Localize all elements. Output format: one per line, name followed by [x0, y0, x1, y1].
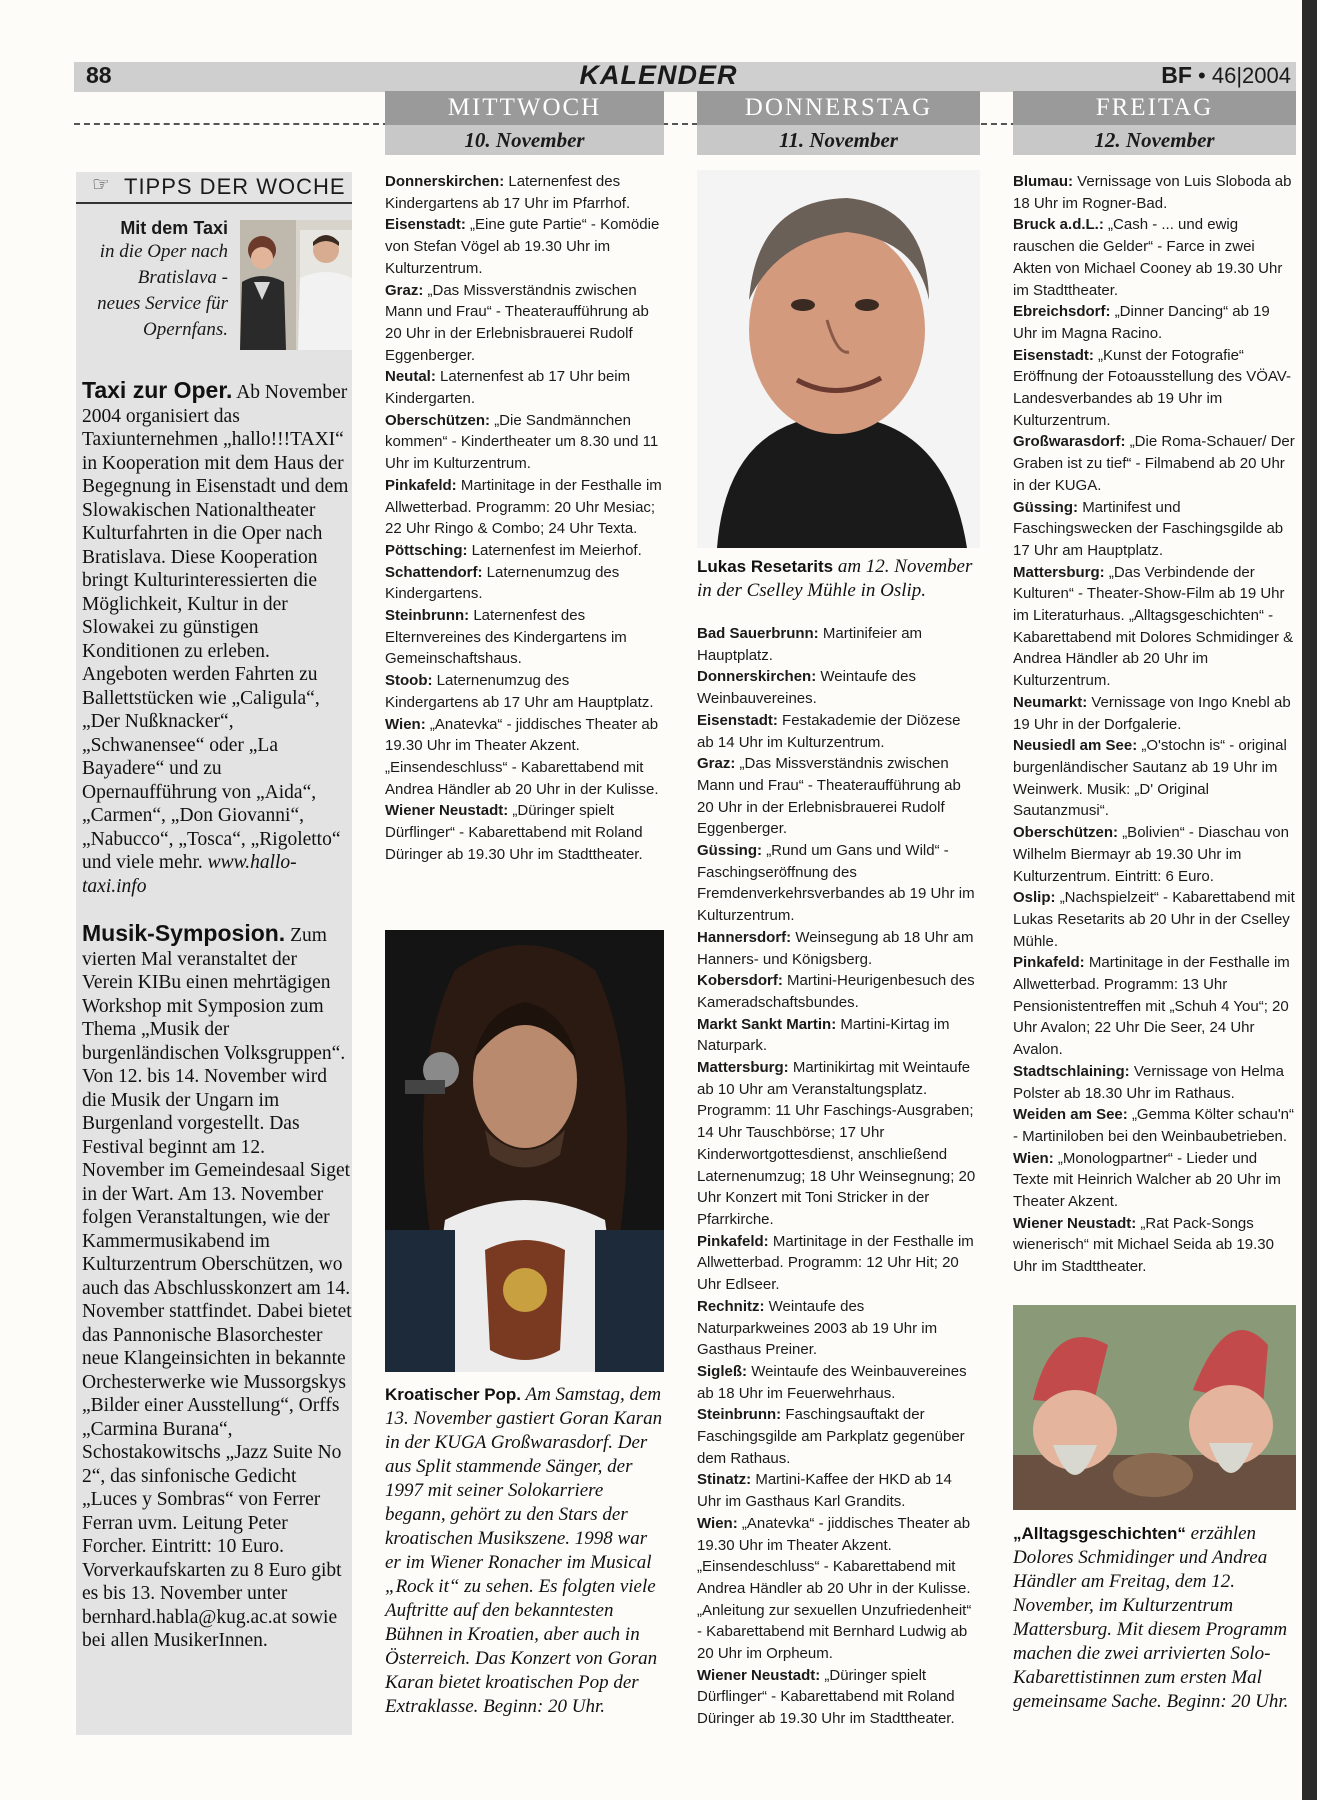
- section-title: KALENDER: [579, 60, 738, 90]
- event-text: Festakademie der Diözese ab 14 Uhr im Kulturzentrum.: [697, 711, 961, 751]
- caption-alltagsgeschichten: [1013, 1522, 1296, 1714]
- event-text: „Das Missverständnis zwischen Mann und Frau“ - Theateraufführung ab 20 Uhr in der Erlebnisbrauerei Rudolf Eggenberger.: [697, 755, 961, 838]
- event-entry: [1013, 214, 1296, 301]
- day-date: 12. November: [1013, 125, 1296, 155]
- event-text: Martinifest und Faschingswecken der Faschingsgilde ab 17 Uhr am Hauptplatz.: [1013, 498, 1284, 559]
- article-symposion-head: Musik-Symposion.: [82, 920, 286, 946]
- event-place: Graz:: [697, 755, 736, 773]
- event-text: „Eine gute Partie“ - Komödie von Stefan Vögel ab 19.30 Uhr im Kulturzentrum.: [385, 216, 660, 277]
- event-entry: [385, 670, 664, 713]
- event-place: Eisenstadt:: [385, 216, 466, 234]
- issue: • 46|2004: [1198, 63, 1291, 88]
- day-header-freitag: [1013, 91, 1296, 155]
- event-place: Pinkafeld:: [385, 476, 457, 494]
- event-place: Pinkafeld:: [1013, 954, 1085, 972]
- event-entry: [385, 714, 664, 801]
- event-entry: [697, 1361, 980, 1404]
- event-text: Martinitage in der Festhalle im Allwetterbad. Programm: 20 Uhr Mesiac; 22 Uhr Ringo & Combo; 24 Uhr Texta.: [385, 476, 662, 538]
- event-text: „Kunst der Fotografie“ Eröffnung der Fotoausstellung des VÖAV-Landesverbandes ab 19 Uhr im Kulturzentrum.: [1013, 346, 1291, 429]
- caption-alltag-text: erzählen Dolores Schmidinger und Andrea Händler am Freitag, dem 12. November, im Kulturzentrum Mattersburg. Mit diesem Programm machen die zwei arrivierten Solo-Kabarettistinnen zum ersten Mal gemeinsame Sache. Beginn: 20 Uhr.: [1013, 1523, 1289, 1712]
- event-place: Neutal:: [385, 368, 436, 386]
- event-text: Martinitage in der Festhalle im Allwetterbad. Programm: 12 Uhr Hit; 20 Uhr Edlseer.: [697, 1232, 974, 1294]
- event-entry: [697, 1665, 980, 1730]
- event-entry: [697, 1469, 980, 1512]
- event-entry: [1013, 431, 1296, 496]
- article-taxi-head: Taxi zur Oper.: [82, 377, 233, 403]
- page-edge: [1302, 0, 1317, 1800]
- event-place: Markt Sankt Martin:: [697, 1015, 837, 1033]
- taxi-photo: [240, 220, 352, 350]
- article-taxi-body: Ab November 2004 organisiert das Taxiunternehmen „hallo!!!TAXI“ in Kooperation mit dem Haus der Begegnung in Eisenstadt und dem Slowakischen Nationaltheater Kulturfahrten in die Oper nach Bratislava. Diese Kooperation bringt Kulturinteressierten die Möglichkeit, Kultur in der Slowakei zu günstigen Konditionen zu erleben. Angeboten werden Fahrten zu Ballettstücken wie „Caligula“, „Der Nußknacker“, „Schwanensee“ oder „La Bayadere“ und zu Opernaufführung von „Aida“, „Carmen“, „Don Giovanni“, „Nabucco“, „Tosca“, „Rigoletto“ und viele mehr.: [82, 382, 349, 873]
- event-place: Hannersdorf:: [697, 928, 792, 946]
- event-entry: [1013, 345, 1296, 432]
- event-place: Bad Sauerbrunn:: [697, 625, 819, 642]
- event-text: „Das Missverständnis zwischen Mann und Frau“ - Theateraufführung ab 20 Uhr in der Erlebnisbrauerei Rudolf Eggenberger.: [385, 281, 649, 364]
- event-text: Martinitage in der Festhalle im Allwetterbad. Programm: 13 Uhr Pensionistentreffen mit „Schuh 4 You“; 20 Uhr Avalon; 22 Uhr Die Seer, 24 Uhr Avalon.: [1013, 954, 1290, 1059]
- event-entry: [1013, 822, 1296, 887]
- event-text: Vernissage von Luis Sloboda ab 18 Uhr im Rogner-Bad.: [1013, 173, 1292, 212]
- event-place: Kobersdorf:: [697, 972, 783, 990]
- event-place: Großwarasdorf:: [1013, 433, 1126, 451]
- caption-alltag-bold: „Alltagsgeschichten“: [1013, 1524, 1186, 1543]
- event-place: Donnerskirchen:: [385, 173, 505, 190]
- event-text: Laternenfest des Kindergartens ab 17 Uhr im Pfarrhof.: [385, 173, 631, 212]
- event-text: „Anatevka“ - jiddisches Theater ab 19.30 Uhr im Theater Akzent. „Einsendeschluss“ - Kabarettabend mit Andrea Händler ab 20 Uhr in der Kulisse.: [385, 715, 659, 798]
- article-symposion-body: Zum vierten Mal veranstaltet der Verein KIBu einen mehrtägigen Workshop mit Symposion zum Thema „Musik der burgenländischen Volksgruppen“. Von 12. bis 14. November wird die Musik der Ungarn im Burgenland vorgestellt. Das Festival beginnt am 12. November im Gemeindesaal Siget in der Wart. Am 13. November folgen Veranstaltungen, wie der Kammermusikabend im Kulturzentrum Oberschützen, wo auch das Abschlusskonzert am 14. November stattfindet. Dabei bietet das Pannonische Blasorchester neue Klangeinsichten in bekannte Orchesterwerke wie Mussorgskys „Bilder einer Ausstellung“, Orffs „Carmina Burana“, Schostakowitschs „Jazz Suite No 2“, das sinfonische Gedicht „Luces y Sombras“ von Ferrer Ferran uvm. Leitung Peter Forcher. Eintritt: 10 Euro. Vorverkaufskarten zu 8 Euro gibt es bis 13. November unter bernhard.habla@kug.ac.at sowie bei allen MusikerInnen.: [82, 925, 352, 1651]
- pointing-hand-icon: ☞: [92, 172, 110, 196]
- event-place: Graz:: [385, 281, 424, 299]
- event-text: „Düringer spielt Dürflinger“ - Kabarettabend mit Roland Düringer ab 19.30 Uhr im Stadttheater.: [697, 1666, 955, 1728]
- caption-pop-text: Am Samstag, dem 13. November gastiert Goran Karan in der KUGA Großwarasdorf. Der aus Split stammende Sänger, der 1997 mit seiner Solokarriere begann, gehört zu den Stars der kroatischen Musikszene. 1998 war er im Wiener Ronacher im Musical „Rock it“ zu sehen. Es folgten viele Auftritte auf den bekanntesten Bühnen in Kroatien, aber auch in Österreich. Das Konzert von Goran Karan bietet kroatischen Pop der Extraklasse. Beginn: 20 Uhr.: [385, 1384, 663, 1717]
- event-entry: [385, 366, 664, 409]
- event-place: Schattendorf:: [385, 563, 483, 581]
- event-text: Martinikirtag mit Weintaufe ab 10 Uhr am Veranstaltungsplatz. Programm: 11 Uhr Faschings-Ausgraben; 14 Uhr Tauschbörse; 17 Uhr Kinderwortgottesdienst, anschließend Laternenumzug; 18 Uhr Weinsegnung; 20 Uhr Konzert mit Toni Stricker in der Pfarrkirche.: [697, 1059, 976, 1228]
- event-place: Wiener Neustadt:: [1013, 1214, 1137, 1232]
- event-place: Wiener Neustadt:: [697, 1666, 821, 1684]
- event-place: Neusiedl am See:: [1013, 737, 1138, 755]
- article-taxi-link[interactable]: www.hallo-taxi.info: [82, 852, 297, 897]
- masthead: [1161, 62, 1291, 89]
- event-place: Donnerskirchen:: [697, 668, 817, 686]
- event-text: Laternenumzug des Kindergartens.: [385, 563, 620, 603]
- event-text: Laternenfest ab 17 Uhr beim Kindergarten.: [385, 368, 631, 408]
- event-entry: [697, 1513, 980, 1665]
- event-text: Vernissage von Ingo Knebl ab 19 Uhr in der Dorfgalerie.: [1013, 693, 1291, 733]
- page-number: 88: [86, 62, 112, 88]
- donnerstag-listings: [697, 623, 980, 1730]
- event-text: Vernissage von Helma Polster ab 18.30 Uhr im Rathaus.: [1013, 1062, 1284, 1102]
- taxi-caption-text: in die Oper nach Bratislava - neues Service für Opernfans.: [97, 241, 228, 340]
- event-place: Mattersburg:: [697, 1059, 789, 1077]
- alltagsgeschichten-photo: [1013, 1305, 1296, 1510]
- event-text: Faschingsauftakt der Faschingsgilde am Parkplatz gegenüber dem Rathaus.: [697, 1406, 965, 1467]
- event-place: Weiden am See:: [1013, 1106, 1128, 1124]
- event-place: Oberschützen:: [385, 411, 491, 429]
- event-place: Stinatz:: [697, 1471, 752, 1489]
- event-entry: [385, 562, 664, 605]
- event-place: Oberschützen:: [1013, 824, 1119, 842]
- event-entry: [697, 970, 980, 1013]
- day-date: 11. November: [697, 125, 980, 155]
- event-text: Martini-Kaffee der HKD ab 14 Uhr im Gasthaus Karl Grandits.: [697, 1471, 952, 1511]
- event-place: Sigleß:: [697, 1362, 748, 1380]
- event-place: Steinbrunn:: [385, 607, 470, 625]
- day-header-mittwoch: [385, 91, 664, 155]
- event-entry: [385, 605, 664, 670]
- tipps-title: TIPPS DER WOCHE: [124, 174, 346, 199]
- event-text: Weintaufe des Weinbauvereines.: [697, 668, 916, 708]
- event-text: „Die Roma-Schauer/ Der Graben ist zu tief“ - Filmabend ab 20 Uhr in der KUGA.: [1013, 433, 1295, 494]
- event-place: Güssing:: [697, 842, 763, 860]
- event-text: „Cash - ... und ewig rauschen die Gelder“ - Farce in zwei Akten von Michael Cooney ab 19.30 Uhr im Stadttheater.: [1013, 216, 1283, 299]
- event-entry: [385, 280, 664, 367]
- event-place: Wien:: [385, 715, 426, 733]
- event-place: Wien:: [1013, 1149, 1054, 1167]
- event-place: Stoob:: [385, 672, 433, 690]
- day-header-donnerstag: [697, 91, 980, 155]
- event-entry: [697, 1057, 980, 1231]
- event-entry: [1013, 735, 1296, 822]
- event-place: Eisenstadt:: [697, 711, 778, 729]
- event-entry: [1013, 1061, 1296, 1104]
- event-place: Bruck a.d.L.:: [1013, 216, 1104, 234]
- event-place: Güssing:: [1013, 498, 1079, 516]
- event-place: Mattersburg:: [1013, 563, 1105, 581]
- caption-resetarits-text: am 12. November in der Cselley Mühle in Oslip.: [697, 556, 973, 601]
- event-entry: [385, 410, 664, 475]
- event-text: „Die Sandmännchen kommen“ - Kindertheater um 8.30 und 11 Uhr im Kulturzentrum.: [385, 411, 659, 473]
- event-entry: [697, 927, 980, 970]
- event-entry: [1013, 497, 1296, 562]
- event-text: Weintaufe des Weinbauvereines ab 18 Uhr im Feuerwehrhaus.: [697, 1362, 967, 1402]
- event-entry: [697, 666, 980, 709]
- event-text: „Monologpartner“ - Lieder und Texte mit Heinrich Walcher ab 20 Uhr im Theater Akzent.: [1013, 1149, 1281, 1211]
- day-name: MITTWOCH: [447, 94, 602, 121]
- event-entry: [697, 623, 980, 666]
- event-text: Weinsegung ab 18 Uhr am Hanners- und Königsberg.: [697, 928, 974, 968]
- event-entry: [1013, 1213, 1296, 1278]
- event-text: „Nachspielzeit“ - Kabarettabend mit Lukas Resetarits ab 20 Uhr in der Cselley Mühle.: [1013, 889, 1295, 950]
- event-place: Wien:: [697, 1514, 738, 1532]
- event-entry: [697, 1296, 980, 1361]
- event-entry: [697, 1404, 980, 1469]
- taxi-caption-bold: Mit dem Taxi: [120, 218, 228, 238]
- event-text: Laternenfest im Meierhof.: [471, 541, 642, 559]
- event-entry: [1013, 1148, 1296, 1213]
- event-place: Wiener Neustadt:: [385, 802, 509, 820]
- event-place: Pöttsching:: [385, 541, 468, 559]
- freitag-listings: [1013, 171, 1296, 1278]
- taxi-photo-caption: [90, 218, 228, 343]
- event-text: „Rat Pack-Songs wienerisch“ mit Michael Seida ab 19.30 Uhr im Stadttheater.: [1013, 1214, 1274, 1276]
- day-name: FREITAG: [1095, 94, 1214, 121]
- event-place: Steinbrunn:: [697, 1406, 782, 1424]
- day-date: 10. November: [385, 125, 664, 155]
- event-text: „Gemma Költer schau'n“ - Martiniloben bei den Weinbaubetrieben.: [1013, 1106, 1295, 1145]
- article-symposion: [82, 920, 352, 1653]
- event-text: „Düringer spielt Dürflinger“ - Kabarettabend mit Roland Düringer ab 19.30 Uhr im Stadttheater.: [385, 802, 643, 863]
- event-entry: [697, 840, 980, 927]
- caption-pop-bold: Kroatischer Pop.: [385, 1385, 522, 1404]
- brand: BF: [1161, 62, 1192, 88]
- event-entry: [697, 1231, 980, 1296]
- event-entry: [697, 1014, 980, 1057]
- event-text: Weintaufe des Naturparkweines 2003 ab 19 Uhr im Gasthaus Preiner.: [697, 1297, 938, 1359]
- tipps-header: [76, 172, 352, 204]
- event-place: Pinkafeld:: [697, 1232, 769, 1250]
- event-entry: [697, 710, 980, 753]
- event-text: Martini-Heurigenbesuch des Kameradschaftsbundes.: [697, 972, 975, 1011]
- event-place: Blumau:: [1013, 173, 1073, 190]
- event-text: Martini-Kirtag im Naturpark.: [697, 1015, 950, 1055]
- event-text: „Das Verbindende der Kulturen“ - Theater-Show-Film ab 19 Uhr im Literaturhaus. „Alltagsgeschichten“ - Kabarettabend mit Dolores Schmidinger & Andrea Händler ab 20 Uhr im Kulturzentrum.: [1013, 563, 1294, 690]
- article-taxi: [82, 377, 352, 898]
- event-place: Oslip:: [1013, 889, 1056, 907]
- event-entry: [1013, 562, 1296, 692]
- day-name: DONNERSTAG: [744, 94, 933, 121]
- event-text: „O'stochn is“ - original burgenländischer Sautanz ab 19 Uhr im Weinwerk. Musik: „D' Original Sautanzmusi“.: [1013, 737, 1287, 820]
- lukas-resetarits-photo: [697, 170, 980, 548]
- event-entry: [1013, 301, 1296, 344]
- caption-resetarits: [697, 555, 980, 603]
- event-entry: [1013, 952, 1296, 1061]
- event-entry: [385, 475, 664, 540]
- event-text: Martinifeier am Hauptplatz.: [697, 625, 923, 664]
- event-entry: [385, 540, 664, 562]
- event-text: „Anatevka“ - jiddisches Theater ab 19.30 Uhr im Theater Akzent. „Einsendeschluss“ - Kabarettabend mit Andrea Händler ab 20 Uhr in der Kulisse. „Anleitung zur sexuellen Unzufriedenheit“ - Kabarettabend mit Bernhard Ludwig ab 20 Uhr im Orpheum.: [697, 1514, 972, 1663]
- event-text: „Bolivien“ - Diaschau von Wilhelm Biermayr ab 19.30 Uhr im Kulturzentrum. Eintritt: 6 Euro.: [1013, 824, 1289, 885]
- event-entry: [1013, 1104, 1296, 1147]
- goran-karan-photo: [385, 930, 664, 1372]
- event-place: Eisenstadt:: [1013, 346, 1094, 364]
- event-place: Rechnitz:: [697, 1297, 765, 1315]
- event-entry: [385, 800, 664, 865]
- event-entry: [385, 214, 664, 279]
- caption-kroatischer-pop: [385, 1383, 664, 1719]
- event-entry: [1013, 887, 1296, 952]
- event-place: Neumarkt:: [1013, 693, 1088, 711]
- event-entry: [1013, 692, 1296, 735]
- event-text: Laternenfest des Elternvereines des Kindergartens im Gemeinschaftshaus.: [385, 607, 627, 668]
- event-entry: [697, 753, 980, 840]
- event-entry: [1013, 171, 1296, 214]
- event-place: Ebreichsdorf:: [1013, 303, 1111, 321]
- event-entry: [385, 171, 664, 214]
- event-text: „Dinner Dancing“ ab 19 Uhr im Magna Racino.: [1013, 303, 1270, 342]
- mittwoch-listings: [385, 171, 664, 866]
- caption-resetarits-bold: Lukas Resetarits: [697, 557, 834, 576]
- event-text: „Rund um Gans und Wild“ - Faschingseröffnung des Fremdenverkehrsverbandes ab 19 Uhr im Kulturzentrum.: [697, 842, 975, 925]
- event-text: Laternenumzug des Kindergartens ab 17 Uhr am Hauptplatz.: [385, 672, 654, 711]
- event-place: Stadtschlaining:: [1013, 1062, 1130, 1080]
